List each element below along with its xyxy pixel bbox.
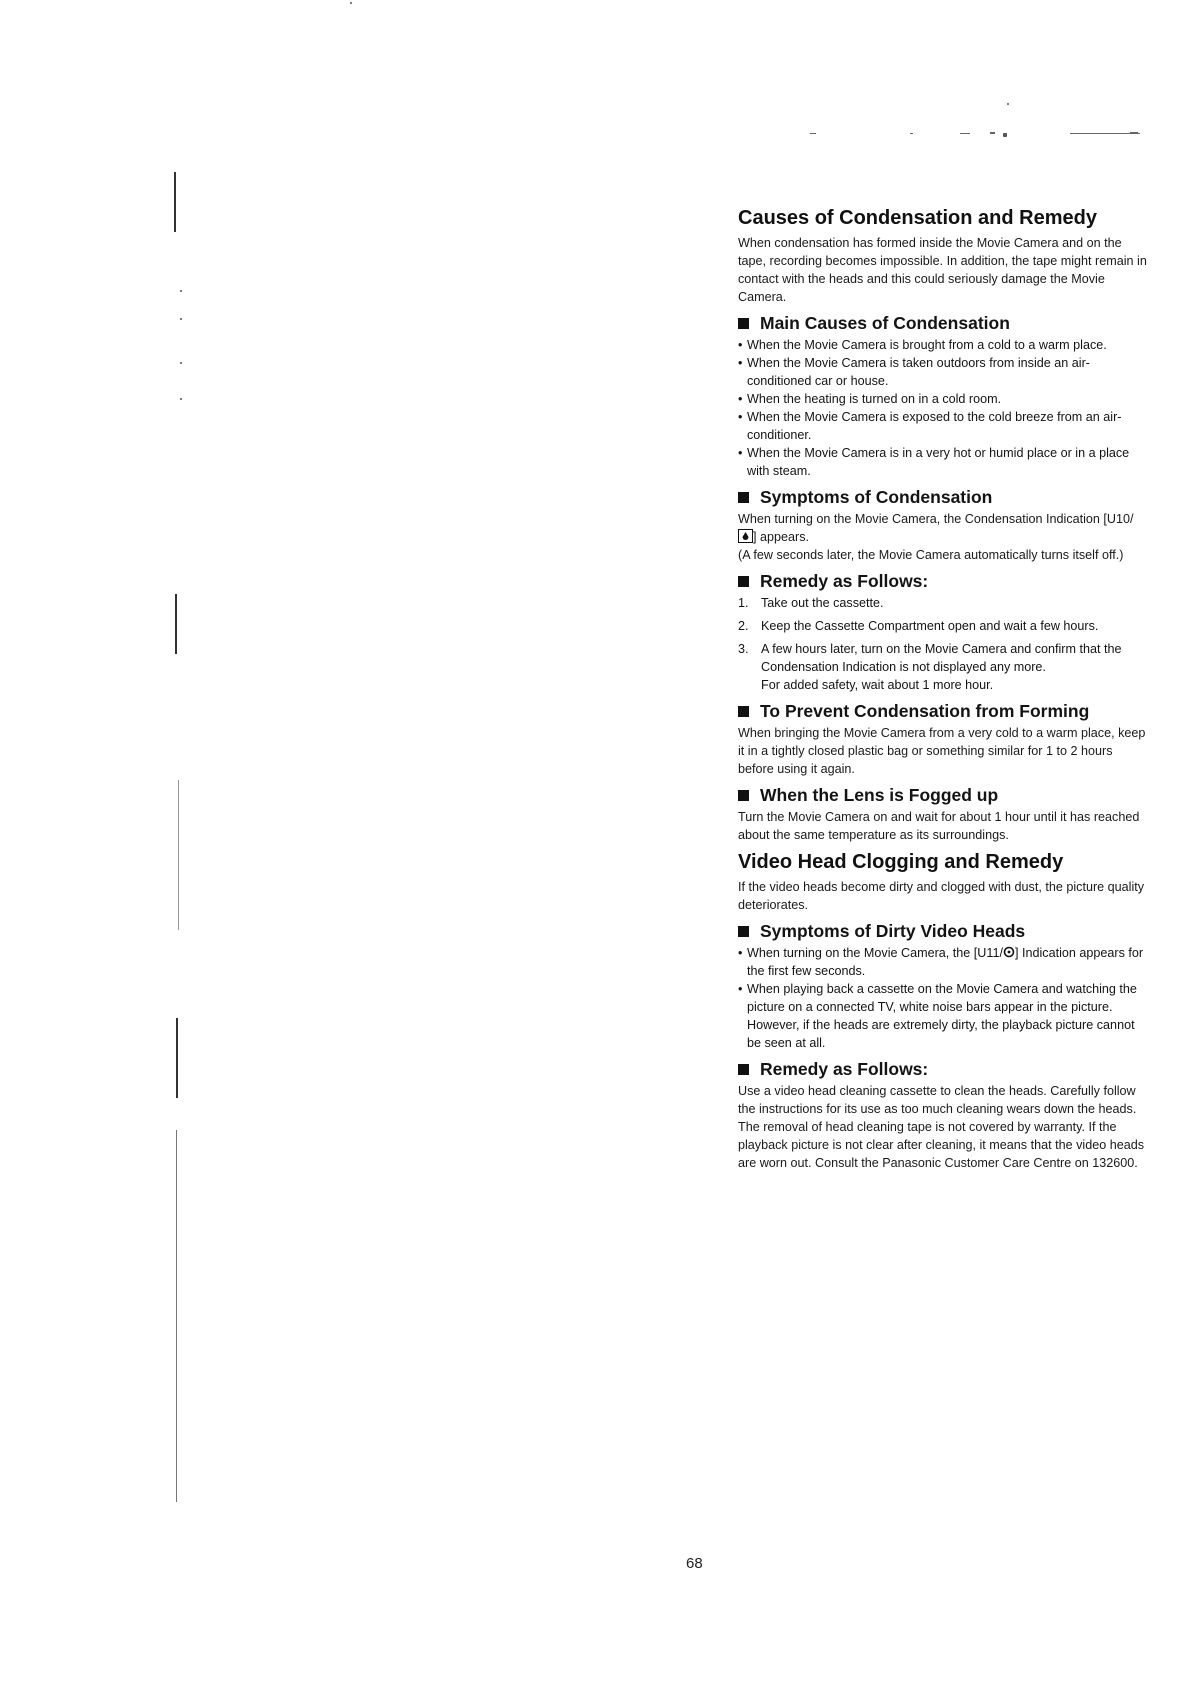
list-item: • When turning on the Movie Camera, the [U11/ ] Indication appears for the first few seconds. bbox=[738, 946, 1144, 978]
lens-text: Turn the Movie Camera on and wait for about 1 hour until it has reached about the same temperature as its surroundings. bbox=[738, 810, 1140, 842]
scan-edge-line bbox=[176, 1018, 178, 1098]
heading-dirty-video-heads bbox=[738, 920, 1148, 942]
scan-edge-line bbox=[174, 172, 176, 232]
bullet-icon: • bbox=[738, 338, 743, 352]
list-item: • When the Movie Camera is exposed to the cold breeze from an air-conditioner. bbox=[738, 410, 1122, 442]
heading-remedy2-label: Remedy as Follows: bbox=[760, 1059, 929, 1079]
heading-main-causes bbox=[738, 312, 1148, 334]
heading-video-head-clogging: Video Head Clogging and Remedy bbox=[738, 851, 1064, 873]
bullet-icon: • bbox=[738, 356, 743, 370]
remedy2-text: Use a video head cleaning cassette to clean the heads. Carefully follow the instructions for its use as too much cleaning wears down the heads. The removal of head cleaning tape is not covered by warranty. If the playback picture is not clear after cleaning, it means that the video heads are worn out. Consult the Panasonic Customer Care Centre on 132600. bbox=[738, 1084, 1145, 1170]
symptoms-text: When turning on the Movie Camera, the Condensation Indication [U10/] appears. bbox=[738, 512, 1134, 544]
heading-lens-label: When the Lens is Fogged up bbox=[760, 785, 999, 805]
list-item: • When the Movie Camera is brought from a cold to a warm place. bbox=[738, 338, 1107, 352]
black-square-icon bbox=[738, 1064, 749, 1075]
black-square-icon bbox=[738, 318, 749, 329]
scan-edge-line bbox=[176, 1130, 177, 1502]
black-square-icon bbox=[738, 926, 749, 937]
clogging-intro-text: If the video heads become dirty and clogged with dust, the picture quality deteriorates. bbox=[738, 880, 1145, 912]
heading-prevent-label: To Prevent Condensation from Forming bbox=[760, 701, 1090, 721]
scan-noise bbox=[800, 130, 1160, 138]
scan-speck bbox=[180, 318, 182, 320]
black-square-icon bbox=[738, 706, 749, 717]
condensation-indicator-icon bbox=[738, 529, 753, 543]
dirty-heads-list bbox=[738, 944, 1148, 1052]
main-causes-list bbox=[738, 336, 1148, 480]
scan-speck bbox=[350, 2, 352, 4]
bullet-icon: • bbox=[738, 946, 743, 960]
heading-remedy-video-heads bbox=[738, 1058, 1148, 1080]
list-item: • When playing back a cassette on the Movie Camera and watching the picture on a connected TV, white noise bars appear in the picture. However, if the heads are extremely dirty, the playback picture cannot be seen at all. bbox=[738, 982, 1137, 1050]
head-clog-indicator-icon bbox=[1003, 946, 1015, 958]
scan-edge-line bbox=[175, 594, 177, 654]
bullet-icon: • bbox=[738, 410, 743, 424]
heading-main-causes-label: Main Causes of Condensation bbox=[760, 313, 1010, 333]
bullet-icon: • bbox=[738, 392, 743, 406]
heading-symptoms-of-condensation bbox=[738, 486, 1148, 508]
scan-speck bbox=[180, 290, 182, 292]
scan-speck bbox=[1007, 103, 1009, 105]
list-item: 3. A few hours later, turn on the Movie Camera and confirm that the Condensation Indication is not displayed any more. For added safety, wait about 1 more hour. bbox=[738, 642, 1122, 692]
black-square-icon bbox=[738, 492, 749, 503]
bullet-icon: • bbox=[738, 446, 743, 460]
heading-causes-of-condensation: Causes of Condensation and Remedy bbox=[738, 207, 1097, 229]
scan-edge-line bbox=[178, 780, 179, 930]
content-column bbox=[738, 206, 1148, 1172]
page-number: 68 bbox=[686, 1555, 703, 1572]
heading-lens-fogged bbox=[738, 784, 1148, 806]
remedy-steps-list bbox=[738, 594, 1148, 694]
list-item: • When the Movie Camera is taken outdoors from inside an air-conditioned car or house. bbox=[738, 356, 1090, 388]
scan-speck bbox=[180, 362, 182, 364]
prevent-text: When bringing the Movie Camera from a very cold to a warm place, keep it in a tightly closed plastic bag or something similar for 1 to 2 hours before using it again. bbox=[738, 726, 1146, 776]
heading-remedy-label: Remedy as Follows: bbox=[760, 571, 929, 591]
black-square-icon bbox=[738, 576, 749, 587]
heading-symptoms-label: Symptoms of Condensation bbox=[760, 487, 993, 507]
list-item: • When the Movie Camera is in a very hot or humid place or in a place with steam. bbox=[738, 446, 1130, 478]
bullet-icon: • bbox=[738, 982, 743, 996]
causes-intro-text: When condensation has formed inside the Movie Camera and on the tape, recording becomes impossible. In addition, the tape might remain in contact with the heads and this could seriously damage the Movie Camera. bbox=[738, 236, 1147, 304]
list-item: 1. Take out the cassette. bbox=[738, 596, 884, 610]
list-item: • When the heating is turned on in a cold room. bbox=[738, 392, 1002, 406]
list-item: 2. Keep the Cassette Compartment open and wait a few hours. bbox=[738, 619, 1099, 633]
symptoms-note: (A few seconds later, the Movie Camera automatically turns itself off.) bbox=[738, 548, 1124, 562]
heading-prevent-condensation bbox=[738, 700, 1148, 722]
black-square-icon bbox=[738, 790, 749, 801]
scan-speck bbox=[180, 398, 182, 400]
heading-remedy-condensation bbox=[738, 570, 1148, 592]
heading-dirty-label: Symptoms of Dirty Video Heads bbox=[760, 921, 1026, 941]
